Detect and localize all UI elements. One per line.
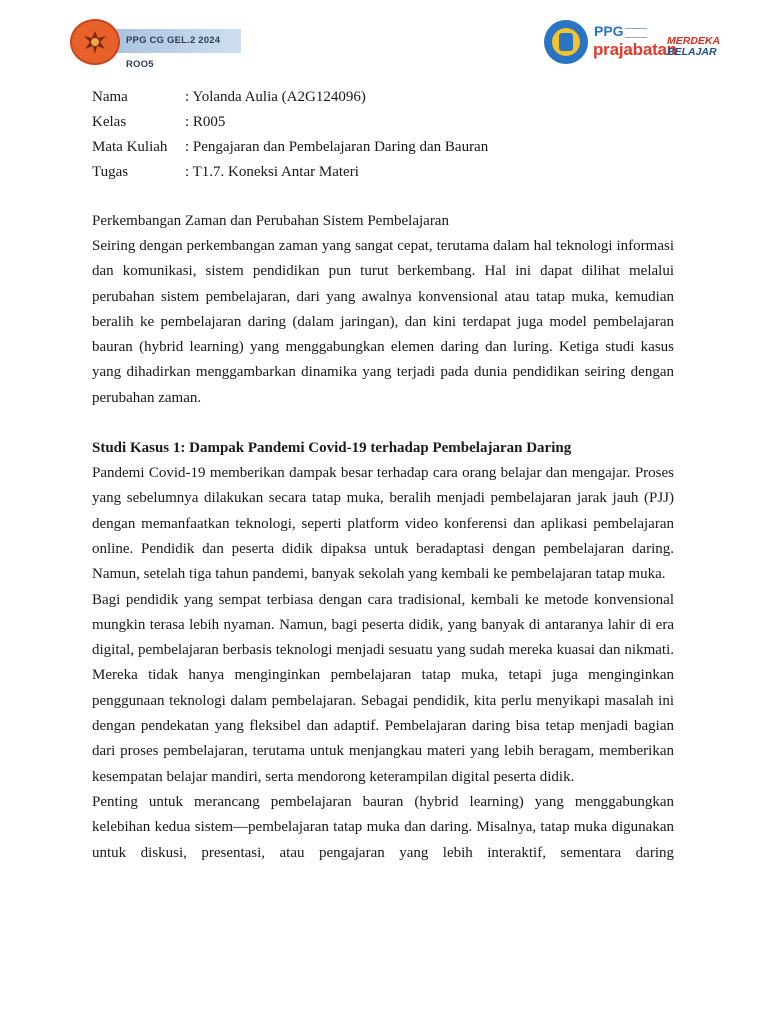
- meta-row-kelas: [92, 112, 692, 137]
- ppg-logo-text: PPG: [594, 23, 624, 39]
- meta-value: : Pengajaran dan Pembelajaran Daring dan Bauran: [185, 139, 489, 155]
- case1-paragraph: Penting untuk merancang pembelajaran bauran (hybrid learning) yang menggabungkan kelebihan kedua sistem—pembelajaran tatap muka dan daring. Misalnya, tatap muka digunakan untuk diskusi, presentasi, atau pengajaran yang lebih interaktif, sementara daring: [92, 793, 674, 861]
- intro-paragraph: Seiring dengan perkembangan zaman yang sangat cepat, terutama dalam hal teknologi informasi dan komunikasi, sistem pendidikan pun turut berkembang. Hal ini dapat dilihat melalui perubahan sistem pembelajaran, dari yang awalnya konvensional atau tatap muka, kemudian beralih ke pembelajaran daring (dalam jaringan), dan kini terdapat juga model pembelajaran bauran (hybrid learning) yang menggabungkan elemen daring dan luring. Ketiga studi kasus yang dihadirkan menggambarkan dinamika yang terjadi pada dunia pendidikan seiring dengan perubahan zaman.: [92, 238, 674, 406]
- meta-key: Mata Kuliah: [92, 139, 168, 155]
- merdeka-text: MERDEKA: [667, 35, 721, 47]
- ppg-cg-logo: [70, 19, 242, 70]
- merdeka-belajar-logo: [667, 36, 720, 58]
- meta-row-mata-kuliah: [92, 137, 692, 162]
- belajar-text: BELAJAR: [667, 46, 717, 58]
- meta-row-tugas: [92, 162, 692, 187]
- meta-key: Kelas: [92, 114, 127, 130]
- ppg-cg-banner: PPG CG GEL.2 2024 ROO5: [114, 29, 241, 53]
- case1-paragraph: Bagi pendidik yang sempat terbiasa dengan cara tradisional, kembali ke metode konvensional mungkin terasa lebih nyaman. Namun, bagi peserta didik, yang banyak di antaranya lahir di era digital, pembelajaran berbasis teknologi menjadi sesuatu yang sudah mereka kuasai dan nikmati. Mereka tidak hanya menginginkan pembelajaran tatap muka, tetapi juga menginginkan penggunaan teknologi dalam pembelajaran. Sebagai pendidik, kita perlu menyikapi masalah ini dengan pendekatan yang fleksibel dan adaptif. Pembelajaran daring bisa tetap menjadi bagian dari proses pembelajaran, terutama untuk menjangkau materi yang lebih beragam, memberikan kesempatan belajar mandiri, serta mendorong keterampilan digital peserta didik.: [92, 591, 674, 785]
- meta-value: : Yolanda Aulia (A2G124096): [185, 89, 366, 105]
- meta-value: : R005: [185, 114, 226, 130]
- ppg-prajabatan-logo: [544, 20, 721, 66]
- meta-key: Tugas: [92, 164, 129, 180]
- case1-paragraph: Pandemi Covid-19 memberikan dampak besar terhadap cara orang belajar dan mengajar. Proses yang sebelumnya dilakukan secara tatap muka, beralih menjadi pembelajaran jarak jauh (PJJ) dengan memanfaatkan teknologi, seperti platform video konferensi dan aplikasi pembelajaran online. Pendidik dan peserta didik dipaksa untuk beradaptasi dengan pembelajaran daring. Namun, setelah tiga tahun pandemi, banyak sekolah yang kembali ke pembelajaran tatap muka.: [92, 465, 674, 583]
- intro-heading: Perkembangan Zaman dan Perubahan Sistem Pembelajaran: [92, 213, 449, 229]
- page-header: [0, 0, 768, 80]
- student-info: [92, 87, 692, 187]
- meta-value: : T1.7. Koneksi Antar Materi: [185, 164, 359, 180]
- meta-row-nama: [92, 87, 692, 112]
- ppg-divider-icon: [625, 28, 647, 38]
- case1-heading: Studi Kasus 1: Dampak Pandemi Covid-19 terhadap Pembelajaran Daring: [92, 440, 572, 457]
- tut-wuri-handayani-icon: [544, 20, 588, 64]
- document-body: [92, 209, 674, 866]
- meta-key: Nama: [92, 89, 128, 105]
- university-emblem-icon: [70, 19, 120, 65]
- prajabatan-logo-text: prajabatan: [593, 40, 677, 59]
- spacer: [92, 411, 674, 436]
